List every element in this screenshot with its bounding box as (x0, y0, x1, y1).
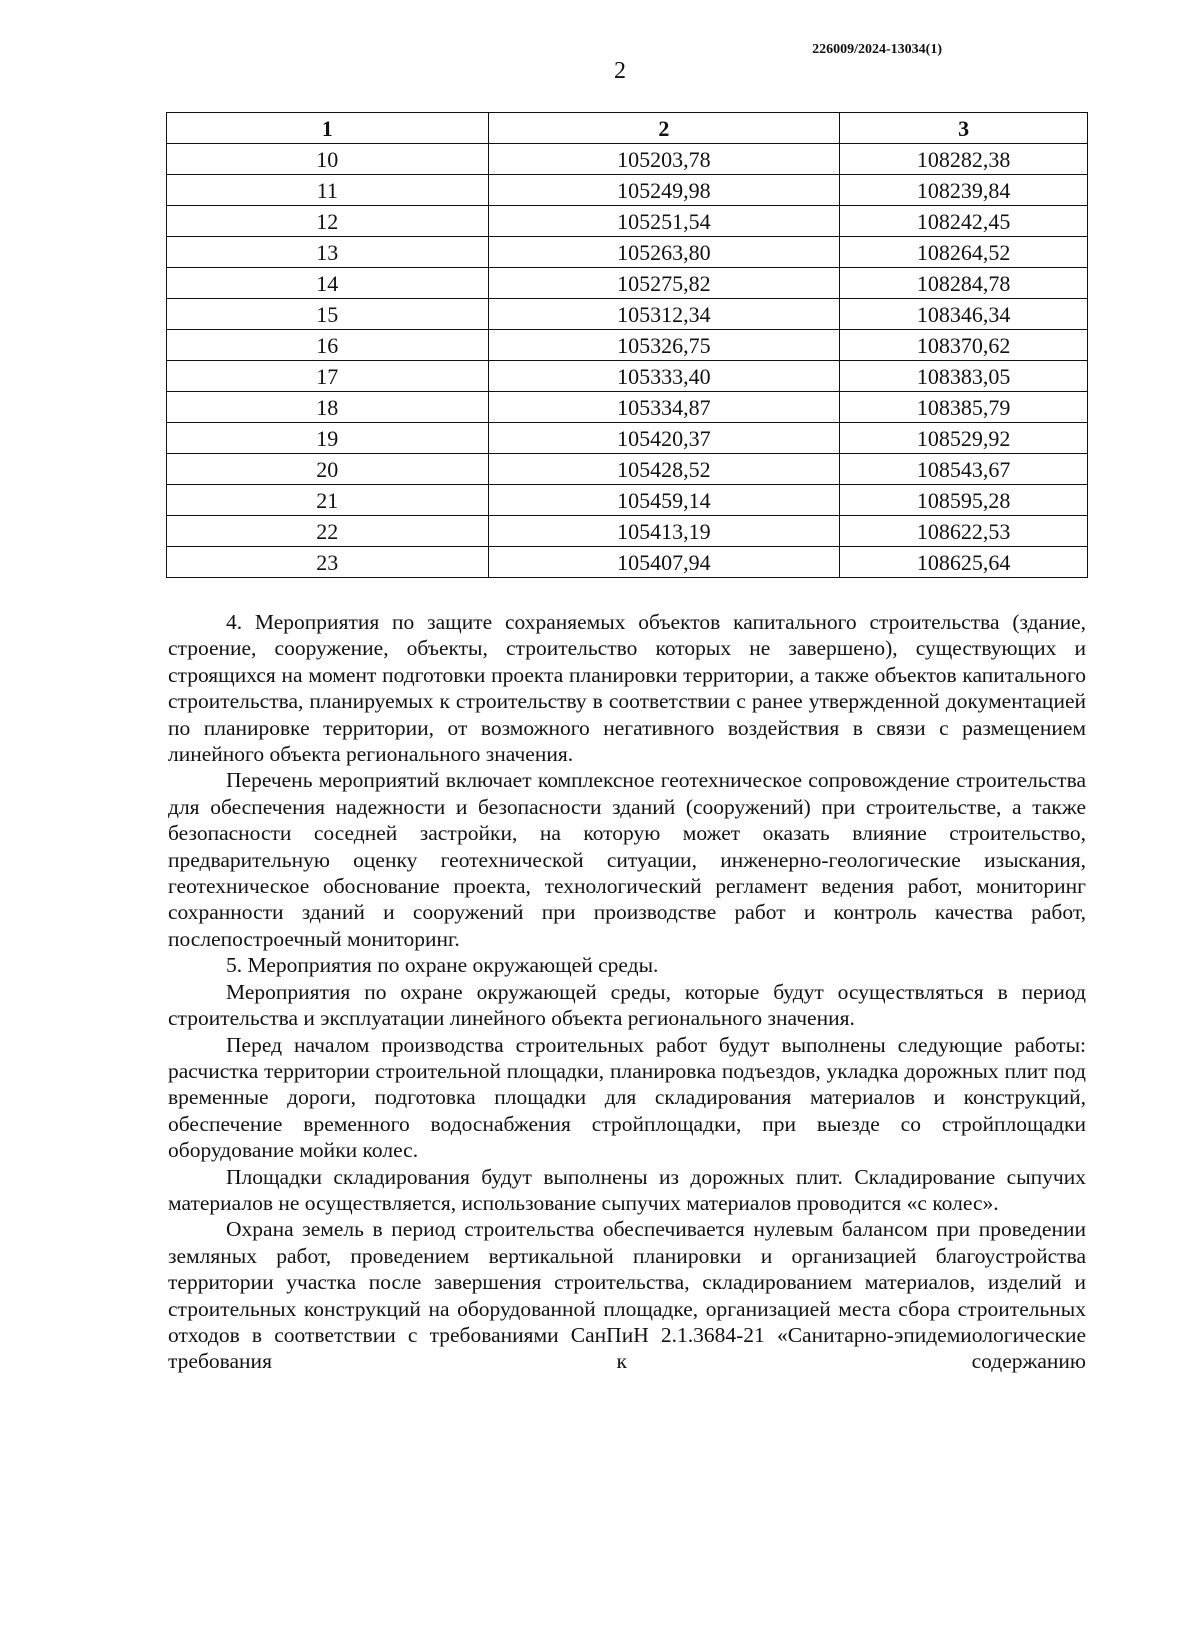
paragraph-section-5-heading: 5. Мероприятия по охране окружающей среды. (226, 953, 659, 978)
table-cell: 20 (167, 454, 489, 485)
table-row (167, 392, 1088, 423)
table-cell: 18 (167, 392, 489, 423)
table-cell: 108385,79 (840, 392, 1088, 423)
paragraph-preparatory-works: Перед началом производства строительных работ будут выполнены следующие работы: расчистка территории строительной площадки, планировка подъездов, укладка дорожных плит под временные дороги, подготовка площадки для складирования материалов и конструкций, обеспечение временного водоснабжения стройплощадки, при выезде со стройплощадки оборудование мойки колес. (168, 1032, 1086, 1163)
table-row (167, 144, 1088, 175)
table-row (167, 485, 1088, 516)
table-cell: 17 (167, 361, 489, 392)
page-number: 2 (614, 58, 626, 84)
table-row (167, 516, 1088, 547)
table-cell: 15 (167, 299, 489, 330)
table-header-row (167, 113, 1088, 144)
table-cell: 105275,82 (488, 268, 840, 299)
table-cell: 108595,28 (840, 485, 1088, 516)
table-cell: 105251,54 (488, 206, 840, 237)
document-registration-number: 226009/2024-13034(1) (812, 42, 942, 57)
paragraph-land-protection: Охрана земель в период строительства обеспечивается нулевым балансом при проведении земляных работ, проведением вертикальной планировки и организацией благоустройства территории участка после завершения строительства, складированием материалов, изделий и строительных конструкций на оборудованной площадке, организацией места сбора строительных отходов в соответствии с требованиями СанПиН 2.1.3684-21 «Санитарно-эпидемиологические требования к содержанию (168, 1217, 1086, 1374)
table-cell: 108383,05 (840, 361, 1088, 392)
table-cell: 22 (167, 516, 489, 547)
table-row (167, 206, 1088, 237)
document-body (168, 609, 1086, 1375)
table-cell: 105407,94 (488, 547, 840, 578)
table-cell: 105420,37 (488, 423, 840, 454)
table-cell: 105263,80 (488, 237, 840, 268)
table-row (167, 454, 1088, 485)
table-cell: 108370,62 (840, 330, 1088, 361)
table-cell: 11 (167, 175, 489, 206)
table-cell: 108529,92 (840, 423, 1088, 454)
table-cell: 16 (167, 330, 489, 361)
paragraph-environment-measures: Мероприятия по охране окружающей среды, которые будут осуществляться в период строительства и эксплуатации линейного объекта регионального значения. (168, 979, 1086, 1031)
table-row (167, 268, 1088, 299)
table-cell: 21 (167, 485, 489, 516)
table-row (167, 547, 1088, 578)
column-header-3: 3 (840, 113, 1088, 144)
table-cell: 108282,38 (840, 144, 1088, 175)
paragraph-measures-list: Перечень мероприятий включает комплексное геотехническое сопровождение строительства для обеспечения надежности и безопасности зданий (сооружений) при строительстве, а также безопасности соседней застройки, на которую может оказать влияние строительство, предварительную оценку геотехнической ситуации, инженерно-геологические изыскания, геотехническое обоснование проекта, технологический регламент ведения работ, мониторинг сохранности зданий и сооружений при производстве работ и контроль качества работ, послепостроечный мониторинг. (168, 768, 1086, 951)
column-header-2: 2 (488, 113, 840, 144)
table-cell: 19 (167, 423, 489, 454)
table-cell: 108284,78 (840, 268, 1088, 299)
table-cell: 105428,52 (488, 454, 840, 485)
table-body (167, 144, 1088, 578)
coordinates-table (166, 112, 1088, 578)
table-cell: 108622,53 (840, 516, 1088, 547)
table-cell: 105459,14 (488, 485, 840, 516)
table-cell: 108239,84 (840, 175, 1088, 206)
table-row (167, 423, 1088, 454)
table-cell: 108264,52 (840, 237, 1088, 268)
table-cell: 23 (167, 547, 489, 578)
table-row (167, 237, 1088, 268)
table-row (167, 361, 1088, 392)
table-row (167, 330, 1088, 361)
table-cell: 13 (167, 237, 489, 268)
table-row (167, 175, 1088, 206)
table-row (167, 299, 1088, 330)
table-cell: 105334,87 (488, 392, 840, 423)
table-cell: 105333,40 (488, 361, 840, 392)
paragraph-storage-areas: Площадки складирования будут выполнены из дорожных плит. Складирование сыпучих материалов не осуществляется, использование сыпучих материалов проводится «с колес». (168, 1164, 1086, 1215)
table-cell: 105326,75 (488, 330, 840, 361)
table-cell: 108346,34 (840, 299, 1088, 330)
table-cell: 12 (167, 206, 489, 237)
table-cell: 108543,67 (840, 454, 1088, 485)
table-cell: 10 (167, 144, 489, 175)
table-cell: 105203,78 (488, 144, 840, 175)
table-cell: 105413,19 (488, 516, 840, 547)
table-cell: 14 (167, 268, 489, 299)
paragraph-protection-measures: 4. Мероприятия по защите сохраняемых объектов капитального строительства (здание, строение, сооружение, объекты, строительство которых не завершено), существующих и строящихся на момент подготовки проекта планировки территории, а также объектов капитального строительства, планируемых к строительству в соответствии с ранее утвержденной документацией по планировке территории, от возможного негативного воздействия в связи с размещением линейного объекта регионального значения. (168, 610, 1086, 767)
table-cell: 105249,98 (488, 175, 840, 206)
table-cell: 108242,45 (840, 206, 1088, 237)
table-cell: 105312,34 (488, 299, 840, 330)
column-header-1: 1 (167, 113, 489, 144)
table-cell: 108625,64 (840, 547, 1088, 578)
